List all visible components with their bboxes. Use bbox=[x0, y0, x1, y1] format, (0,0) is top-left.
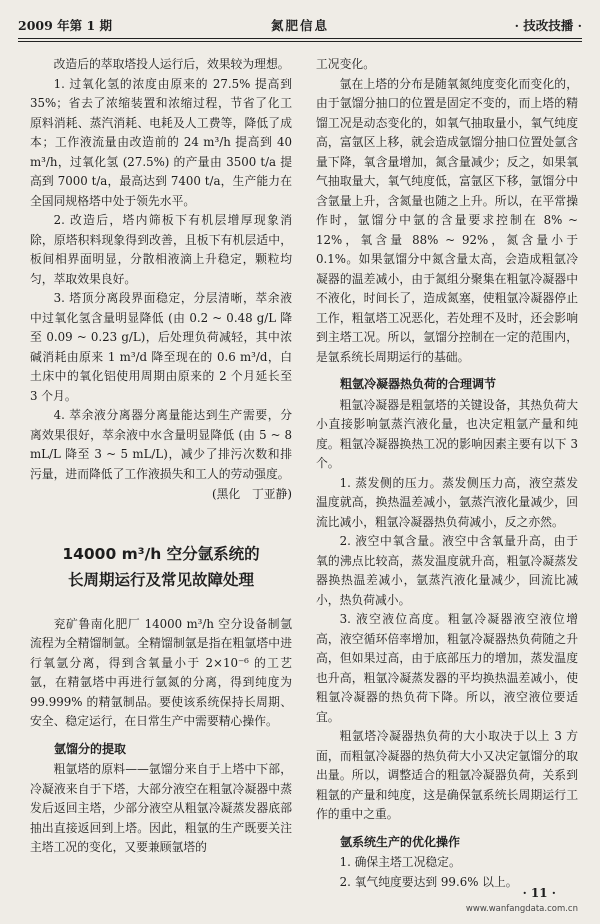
intro-paragraph: 改造后的萃取塔投人运行后，效果较为理想。 bbox=[53, 57, 290, 71]
condenser-load-paragraph: 粗氩冷凝器是粗氩塔的关键设备，其热负荷大小直接影响氩蒸汽液化量，也决定粗氩产量和纯度。粗氩冷凝器换热工况的影响因素主要有以下 3 个。 bbox=[316, 397, 578, 470]
article-title bbox=[30, 541, 292, 593]
result-item-1: 1. 过氧化氢的浓度由原来的 27.5% 提高到 35%；省去了浓缩装置和浓缩过程，节省了化工原料消耗、蒸汽消耗、电耗及人工费等，降低了成本；工作液流量由改造前的 24 m³/h 提高到 40 m³/h，过氧化氢 (27.5%) 的产量由 3500 t/a 提高到 7000 t/a，最高达到 7400 t/a，生产能力在全国同规格塔中处于领先水平。 bbox=[30, 76, 292, 208]
running-header bbox=[18, 16, 582, 36]
heading-condenser-load: 粗氩冷凝器热负荷的合理调节 bbox=[340, 377, 497, 391]
page-number: · 11 · bbox=[522, 886, 556, 900]
heading-optimization: 氩系统生产的优化操作 bbox=[340, 834, 461, 849]
journal-name: 氮肥信息 bbox=[270, 18, 329, 33]
fraction-paragraph: 粗氩塔的原料——氩馏分来自于上塔中下部，冷凝液来自于下塔，大部分液空在粗氩冷凝器中蒸发后返回主塔，少部分液空从粗氩冷凝蒸发器底部抽出直接返回到上塔。因此，粗氩的生产既要关注主塔工况的变化，又要兼顾氩塔的 bbox=[30, 762, 292, 854]
article-intro: 兖矿鲁南化肥厂 14000 m³/h 空分设备制氩流程为全精馏制氩。全精馏制氩是指在粗氩塔中进行氧氩分离，得到含氧量小于 2×10⁻⁶ 的工艺氩，在精氩塔中再进行氩氮的分离，得到纯度为 99.999% 的精氩制品。要使该系统保持长周期、安全、稳定运行，在日常生产中需要精心操作。 bbox=[30, 616, 292, 728]
header-rule bbox=[18, 38, 582, 42]
result-item-4: 4. 萃余液分离器分离量能达到生产需要，分离效果很好，萃余液中水含量明显降低 (由 5 ~ 8 mL/L 降至 3 ~ 5 mL/L)，减少了排污次数和排污量，进而降低了工作液损失和工人的劳动强度。 bbox=[30, 408, 292, 481]
author-credit: (黑化 丁亚静) bbox=[212, 487, 292, 501]
summary-paragraph: 粗氩塔冷凝器热负荷的大小取决于以上 3 方面，而粗氩冷凝器的热负荷大小又决定氩馏分的取出量。所以，调整适合的粗氩冷凝器负荷，关系到粗氩的产量和纯度，这是确保氩系统长周期运行工作的重中之重。 bbox=[316, 729, 578, 821]
argon-distribution-paragraph: 氩在上塔的分布是随氧氮纯度变化而变化的，由于氩馏分抽口的位置是固定不变的，而上塔的精馏工况是动态变化的，如氧气抽取量小，氧气纯度高，富氩区上移，就会造成氩馏分抽口位置处氩含量下降，氧含量增加，氮含量减少；反之，如果氧气抽取量大，氧气纯度低，富氩区下移，氩馏分中含氩量上升，含氮量也随之上升。所以，在平常操作时，氩馏分中氩的含量要求控制在 8% ~ 12%，氧含量 88% ~ 92%，氮含量小于 0.1%。如果氩馏分中氮含量太高，会造成粗氩冷凝器的温差减小，由于氮组分聚集在粗氩冷凝器中不液化，时间长了，造成氮塞，使粗氩冷凝器停止工作，粗氩塔工况恶化，若处理不及时，还会影响到主塔工况。所以，氩馏分控制在一定的范围内，是氩系统长周期运行的基础。 bbox=[316, 76, 578, 364]
watermark-text: www.wanfangdata.com.cn bbox=[465, 904, 578, 914]
factor-item-3: 3. 液空液位高度。粗氩冷凝器液空液位增高，液空循环倍率增加，粗氩冷凝器热负荷随之升高，但如果过高，由于底部压力的增加，蒸发温度也升高，粗氩冷凝蒸发器的平均换热温差减小，使粗氩冷凝器的热负荷下降。所以，液空液位要适宜。 bbox=[316, 612, 578, 724]
continued-text: 工况变化。 bbox=[316, 57, 375, 71]
article-title-line-1: 14000 m³/h 空分氩系统的 bbox=[62, 544, 260, 563]
factor-item-2: 2. 液空中氧含量。液空中含氧量升高，由于氧的沸点比较高，蒸发温度就升高，粗氩冷凝蒸发器换热温差减小，氩蒸汽液化量减少，回流比减小，热负荷减小。 bbox=[316, 534, 578, 607]
issue-label: 2009 年第 1 期 bbox=[18, 18, 113, 33]
result-item-2: 2. 改造后，塔内筛板下有机层增厚现象消除，原塔积料现象得到改善，且板下有机层适中，板间相界面明显，分散相液滴上升稳定，颗粒均匀，萃取效果良好。 bbox=[30, 213, 292, 286]
factor-item-1: 1. 蒸发侧的压力。蒸发侧压力高，液空蒸发温度就高，换热温差减小，氩蒸汽液化量减少，回流比减小，粗氩冷凝器热负荷减小，反之亦然。 bbox=[316, 475, 578, 529]
section-label: · 技改技播 · bbox=[514, 18, 582, 33]
optimization-item-1: 1. 确保主塔工况稳定。 bbox=[339, 855, 461, 869]
optimization-item-2: 2. 氧气纯度要达到 99.6% 以上。 bbox=[339, 874, 518, 889]
left-column bbox=[30, 55, 292, 858]
right-column bbox=[316, 55, 578, 892]
article-title-line-2: 长周期运行及常见故障处理 bbox=[67, 570, 254, 589]
result-item-3: 3. 塔顶分离段界面稳定，分层清晰，萃余液中过氧化氢含量明显降低 (由 0.2 ~ 0.48 g/L 降至 0.09 ~ 0.23 g/L)，后处理负荷减轻，其中浓碱消耗由原来 1 m³/d 降至现在的 0.6 m³/d，白土床中的氧化铝使用周期由原来的 2 个月延长至 3 个月。 bbox=[30, 291, 292, 403]
heading-fraction: 氩馏分的提取 bbox=[54, 741, 127, 756]
